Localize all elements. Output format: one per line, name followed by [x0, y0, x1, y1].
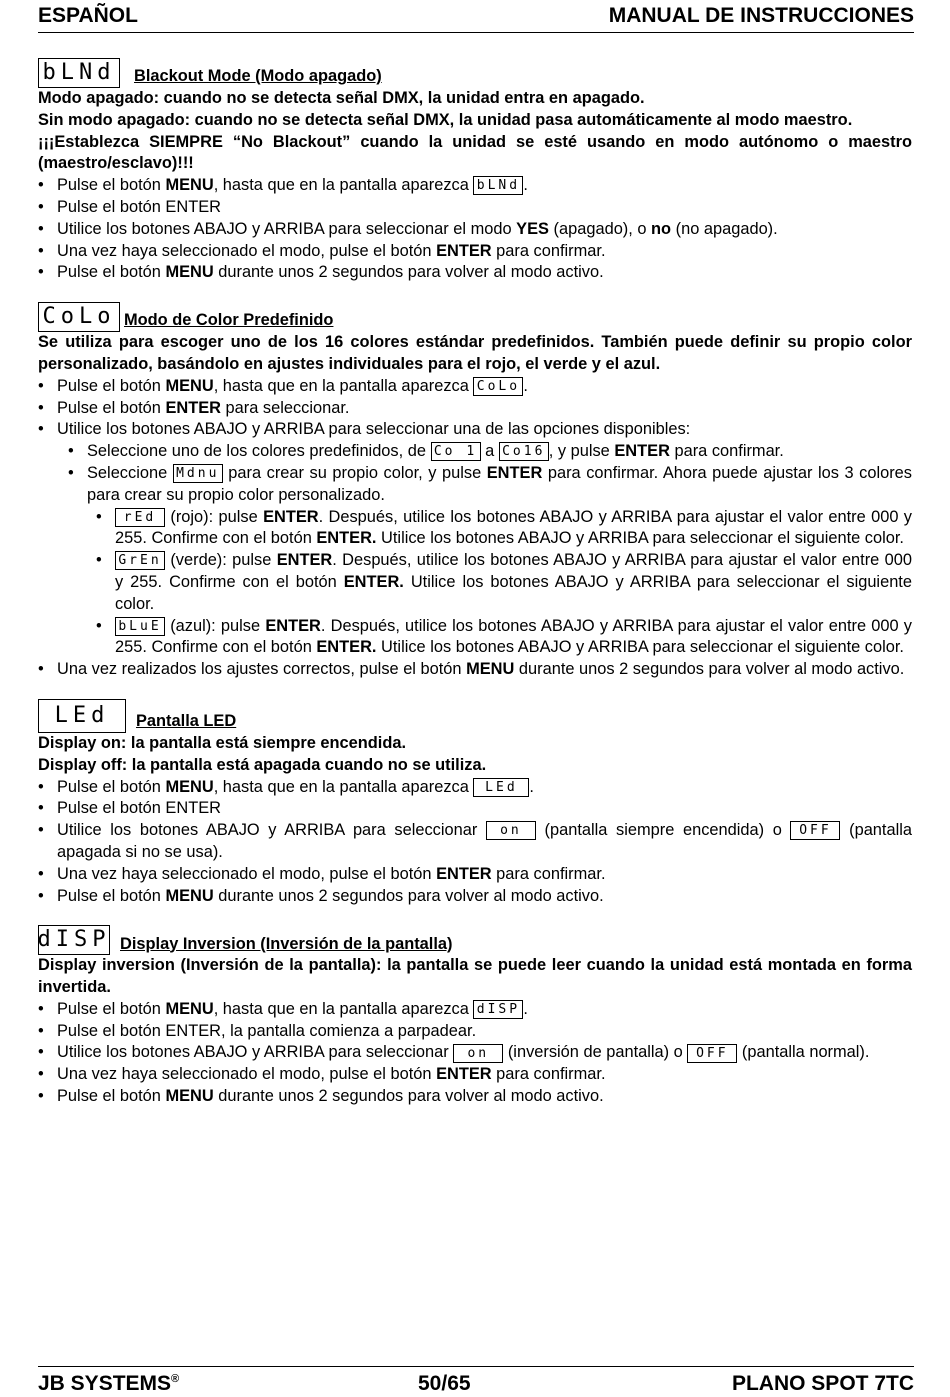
page-content: [38, 58, 912, 1126]
section-blackout: [38, 58, 912, 284]
paragraph: Display on: la pantalla está siempre encendida.: [38, 733, 407, 752]
section-title: [38, 925, 912, 955]
list-item: • Utilice los botones ABAJO y ARRIBA para seleccionar on (pantalla siempre encendida) o OFF (pantalla apagada si no se usa).: [57, 820, 912, 864]
sub-list: [57, 441, 912, 659]
list-item: • Seleccione Mdnu para crear su propio color, y pulse ENTER para confirmar. Ahora puede ajustar los 3 colores para crear su propio color personalizado. • rEd (rojo): pulse ENTER. Después, utilice los botones ABAJO y ARRIBA para ajustar el valor entre 000 y 255. Confirme con el botón ENTER. Utilice los botones ABAJO y ARRIBA para seleccionar el siguiente color. • GrEn (verde): pulse ENTER. Después, utilice los botones ABAJO y ARRIBA para ajustar el valor entre 000 y 255. Confirme con el botón ENTER. Utilice los botones ABAJO y ARRIBA para seleccionar el siguiente color. • bLuE (azul): pulse ENTER. Después, utilice los botones ABAJO y ARRIBA para ajustar el valor entre 000 y 255. Confirme con el botón ENTER. Utilice los botones ABAJO y ARRIBA para seleccionar el siguiente color.: [87, 463, 912, 659]
header-manual-title: MANUAL DE INSTRUCCIONES: [608, 4, 914, 27]
paragraph: ¡¡¡Establezca SIEMPRE “No Blackout” cuando la unidad se esté usando en modo autónomo o maestro (maestro/esclavo)!!!: [38, 132, 912, 173]
lcd-display-icon: CoLo: [473, 377, 523, 396]
list-item: • Seleccione uno de los colores predefinidos, de Co 1 a Co16 , y pulse ENTER para confirmar.: [87, 441, 912, 463]
list-item: • Una vez haya seleccionado el modo, pulse el botón ENTER para confirmar.: [57, 1064, 912, 1086]
section-heading: Blackout Mode (Modo apagado): [134, 67, 382, 86]
instruction-list: [38, 777, 912, 908]
list-item: • Pulse el botón MENU, hasta que en la pantalla aparezca LEd .: [57, 777, 912, 799]
list-item: • GrEn (verde): pulse ENTER. Después, utilice los botones ABAJO y ARRIBA para ajustar el valor entre 000 y 255. Confirme con el botón ENTER. Utilice los botones ABAJO y ARRIBA para seleccionar el siguiente color.: [115, 550, 912, 615]
lcd-display-icon: OFF: [687, 1044, 737, 1063]
list-item: • Pulse el botón ENTER, la pantalla comienza a parpadear.: [57, 1021, 912, 1043]
lcd-display-icon: Mdnu: [173, 464, 223, 483]
paragraph: Se utiliza para escoger uno de los 16 colores estándar predefinidos. También puede definir su propio color personalizado, basándolo en ajustes individuales para el rojo, el verde y el azul.: [38, 333, 912, 373]
footer-product-name: PLANO SPOT 7TC: [731, 1372, 914, 1395]
footer-brand: JB SYSTEMS®: [38, 1372, 180, 1395]
footer-page-number: 50/65: [418, 1372, 471, 1395]
list-item: • Una vez haya seleccionado el modo, pulse el botón ENTER para confirmar.: [57, 241, 912, 263]
list-item: • Pulse el botón MENU, hasta que en la pantalla aparezca dISP .: [57, 999, 912, 1021]
lcd-display-icon: dISP: [38, 925, 110, 955]
section-heading: Modo de Color Predefinido: [124, 311, 334, 330]
lcd-display-icon: OFF: [790, 821, 840, 840]
section-heading: Pantalla LED: [136, 712, 237, 731]
section-color: [38, 302, 912, 681]
list-item: • Pulse el botón MENU durante unos 2 segundos para volver al modo activo.: [57, 886, 912, 908]
list-item: • Pulse el botón MENU durante unos 2 segundos para volver al modo activo.: [57, 262, 912, 284]
instruction-list: [38, 999, 912, 1108]
paragraph: Display off: la pantalla está apagada cuando no se utiliza.: [38, 755, 487, 774]
list-item: • Pulse el botón ENTER: [57, 197, 912, 219]
lcd-display-icon: LEd: [38, 699, 126, 733]
lcd-display-icon: Co 1: [431, 442, 481, 461]
lcd-display-icon: CoLo: [38, 302, 120, 332]
section-title: [38, 58, 912, 88]
section-led: [38, 699, 912, 907]
lcd-display-icon: Co16: [499, 442, 549, 461]
page-header: [38, 2, 914, 33]
lcd-display-icon: bLNd: [38, 58, 120, 88]
paragraph: Sin modo apagado: cuando no se detecta señal DMX, la unidad pasa automáticamente al modo maestro.: [38, 110, 853, 129]
lcd-display-icon: on: [486, 821, 536, 840]
instruction-list: [38, 175, 912, 284]
list-item: • bLuE (azul): pulse ENTER. Después, utilice los botones ABAJO y ARRIBA para ajustar el valor entre 000 y 255. Confirme con el botón ENTER. Utilice los botones ABAJO y ARRIBA para seleccionar el siguiente color.: [115, 616, 912, 660]
list-item: • Pulse el botón MENU durante unos 2 segundos para volver al modo activo.: [57, 1086, 912, 1108]
list-item: • Utilice los botones ABAJO y ARRIBA para seleccionar una de las opciones disponibles: • Seleccione uno de los colores predefinidos, de Co 1 a Co16 , y pulse ENTER para confirmar. • Seleccione Mdnu para crear su propio color, y pulse ENTER para confirmar. Ahora puede ajustar los 3 colores para crear su propio color personalizado. • rEd (rojo): pulse ENTER. Después, utilice los botones ABAJO y ARRIBA para ajustar el valor entre 000 y 255. Confirme con el botón ENTER. Utilice los botones ABAJO y ARRIBA para seleccionar el siguiente color. • GrEn (verde): pulse ENTER. Después, utilice los botones ABAJO y ARRIBA para ajustar el valor entre 000 y 255. Confirme con el botón ENTER. Utilice los botones ABAJO y ARRIBA para seleccionar el siguiente color. • bLuE (azul): pulse ENTER. Después, utilice los botones ABAJO y ARRIBA para ajustar el valor entre 000 y 255. Confirme con el botón ENTER. Utilice los botones ABAJO y ARRIBA para seleccionar el siguiente color.: [57, 419, 912, 659]
list-item: • Pulse el botón ENTER: [57, 798, 912, 820]
paragraph: Modo apagado: cuando no se detecta señal DMX, la unidad entra en apagado.: [38, 89, 645, 107]
lcd-display-icon: rEd: [115, 508, 165, 527]
section-heading: Display Inversion (Inversión de la pantalla): [120, 934, 453, 953]
list-item: • Pulse el botón ENTER para seleccionar.: [57, 398, 912, 420]
sub-sub-list: [87, 507, 912, 660]
lcd-display-icon: bLuE: [115, 617, 165, 636]
list-item: • rEd (rojo): pulse ENTER. Después, utilice los botones ABAJO y ARRIBA para ajustar el valor entre 000 y 255. Confirme con el botón ENTER. Utilice los botones ABAJO y ARRIBA para seleccionar el siguiente color.: [115, 507, 912, 551]
list-item: • Una vez realizados los ajustes correctos, pulse el botón MENU durante unos 2 segundos para volver al modo activo.: [57, 659, 912, 681]
section-display-inversion: [38, 925, 912, 1108]
header-language: ESPAÑOL: [38, 4, 138, 27]
lcd-display-icon: LEd: [473, 778, 529, 797]
list-item: • Una vez haya seleccionado el modo, pulse el botón ENTER para confirmar.: [57, 864, 912, 886]
lcd-display-icon: on: [453, 1044, 503, 1063]
list-item: • Utilice los botones ABAJO y ARRIBA para seleccionar on (inversión de pantalla) o OFF (pantalla normal).: [57, 1042, 912, 1064]
page-footer: [38, 1366, 914, 1397]
list-item: • Utilice los botones ABAJO y ARRIBA para seleccionar el modo YES (apagado), o no (no apagado).: [57, 219, 912, 241]
paragraph: Display inversion (Inversión de la pantalla): la pantalla se puede leer cuando la unidad está montada en forma invertida.: [38, 956, 912, 997]
list-item: • Pulse el botón MENU, hasta que en la pantalla aparezca CoLo .: [57, 376, 912, 398]
section-title: [38, 302, 912, 332]
list-item: • Pulse el botón MENU, hasta que en la pantalla aparezca bLNd .: [57, 175, 912, 197]
section-title: [38, 699, 912, 733]
lcd-display-icon: bLNd: [473, 176, 523, 195]
lcd-display-icon: dISP: [473, 1000, 523, 1019]
lcd-display-icon: GrEn: [115, 551, 165, 570]
instruction-list: [38, 376, 912, 681]
